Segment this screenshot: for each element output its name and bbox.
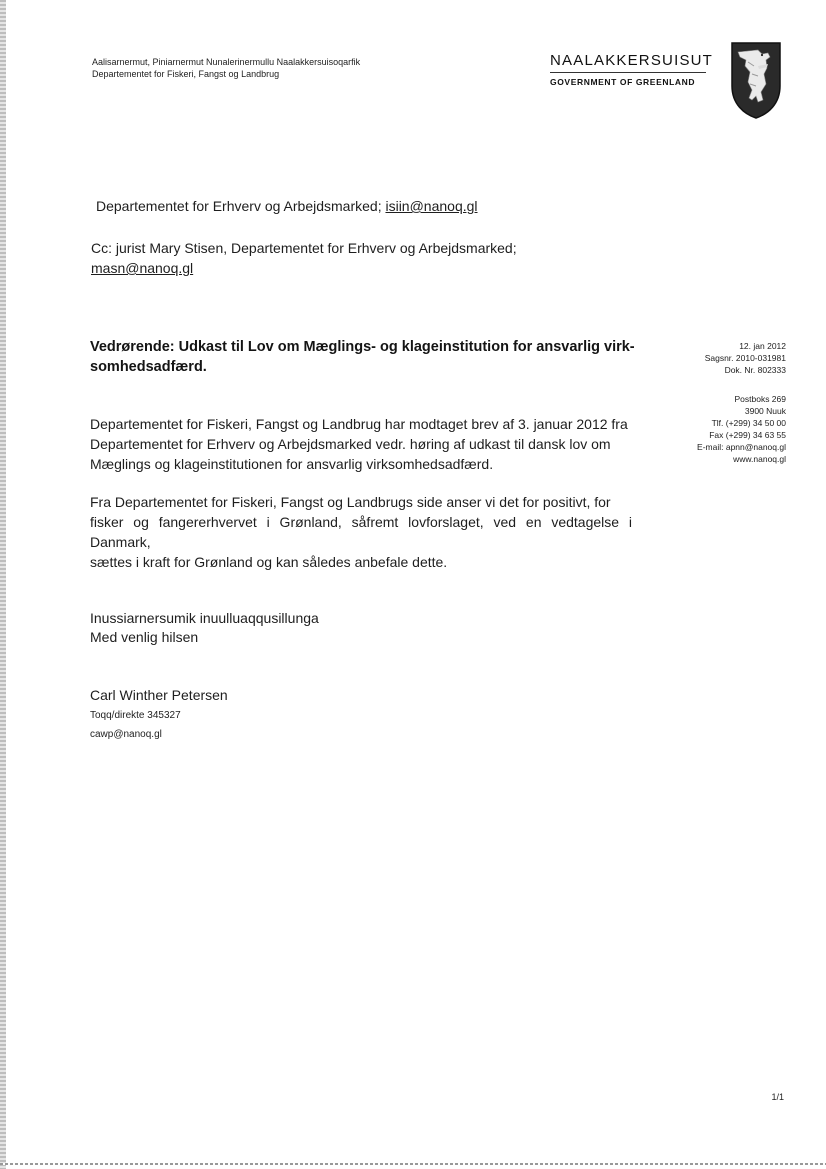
polar-bear-coat-of-arms-icon: [728, 40, 784, 120]
page-number: 1/1: [771, 1092, 784, 1102]
recipient-department: Departementet for Erhverv og Arbejdsmarked;: [96, 198, 386, 214]
paragraph-2-line-2: fisker og fangererhvervet i Grønland, såfremt lovforslaget, ved en vedtagelse i Danmark,: [90, 514, 632, 550]
closing-greeting-da: Med venlig hilsen: [90, 629, 199, 645]
signer-name: Carl Winther Petersen: [90, 687, 228, 703]
letter-date: 12. jan 2012: [739, 341, 786, 351]
signer-email[interactable]: cawp@nanoq.gl: [90, 729, 162, 740]
paragraph-2-line-1: Fra Departementet for Fiskeri, Fangst og Landbrugs side anser vi det for positivt, for: [90, 494, 611, 510]
paragraph-2-line-3: sættes i kraft for Grønland og kan således anbefale dette.: [90, 554, 448, 570]
brand-subtitle: GOVERNMENT OF GREENLAND: [550, 77, 696, 87]
body-paragraph-2: [90, 492, 632, 572]
recipient-line: [96, 196, 478, 216]
body-paragraph-1: [90, 414, 632, 474]
subject-line-1: Vedrørende: Udkast til Lov om Mæglings- og klageinstitution for ansvarlig virk-: [90, 339, 635, 355]
po-box: Postboks 269: [734, 394, 786, 404]
header-department-kl: Aalisarnermut, Piniarnermut Nunalerinermullu Naalakkersuisoqarfik: [92, 57, 361, 67]
document-number: Dok. Nr. 802333: [724, 365, 786, 375]
subject-line-2: somhedsadfærd.: [90, 359, 207, 375]
paragraph-1-line-2: Departementet for Erhverv og Arbejdsmarked vedr. høring af udkast til dansk lov om: [90, 436, 611, 452]
scan-bottom-edge: [0, 1163, 826, 1165]
closing-greeting-kl: Inussiarnersumik inuulluaqqusillunga: [90, 610, 319, 626]
brand-rule: [550, 72, 706, 73]
cc-line: Cc: jurist Mary Stisen, Departementet for Erhverv og Arbejdsmarked;: [91, 240, 517, 256]
brand-name: NAALAKKERSUISUT: [550, 52, 714, 69]
recipient-email-link[interactable]: isiin@nanoq.gl: [385, 198, 478, 214]
phone: Tlf. (+299) 34 50 00: [711, 418, 786, 428]
cc-email-link[interactable]: masn@nanoq.gl: [91, 260, 194, 276]
signer-phone: Toqq/direkte 345327: [90, 710, 181, 721]
paragraph-1-line-3: Mæglings og klageinstitutionen for ansvarlig virksomhedsadfærd.: [90, 456, 494, 472]
contact-email[interactable]: E-mail: apnn@nanoq.gl: [697, 442, 786, 452]
header-department-da: Departementet for Fiskeri, Fangst og Landbrug: [92, 69, 280, 79]
website-link[interactable]: www.nanoq.gl: [733, 454, 786, 464]
sidebar-address: [697, 393, 786, 465]
paragraph-1-line-1: Departementet for Fiskeri, Fangst og Landbrug har modtaget brev af 3. januar 2012 fra: [90, 416, 628, 432]
sidebar-references: [705, 340, 786, 376]
fax: Fax (+299) 34 63 55: [709, 430, 786, 440]
case-number: Sagsnr. 2010-031981: [704, 353, 786, 363]
scan-left-edge: [0, 0, 6, 1169]
city: 3900 Nuuk: [744, 406, 786, 416]
